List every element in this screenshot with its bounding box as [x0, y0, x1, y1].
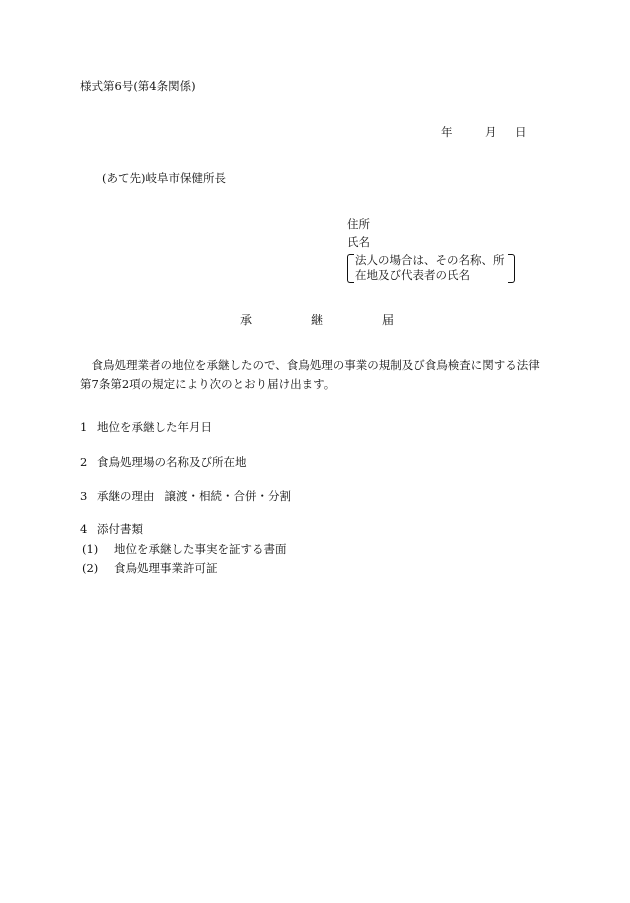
date-day-label: 日: [515, 125, 527, 139]
title-char-2: 継: [311, 313, 324, 327]
item-4-label: 添付書類: [97, 522, 143, 536]
title-char-1: 承: [240, 313, 253, 327]
item-4-number: 4: [80, 522, 88, 536]
date-line: [441, 126, 527, 140]
date-year-label: 年: [441, 125, 453, 139]
item-1-number: 1: [80, 420, 88, 434]
body-line-1: 食鳥処理業者の地位を承継したので、食鳥処理の事業の規制及び食鳥検査に関する法律: [91, 358, 540, 372]
corporate-note-line-2: 在地及び代表者の氏名: [355, 268, 470, 282]
form-number: 様式第6号(第4条関係): [80, 79, 196, 93]
addressee: (あて先)岐阜市保健所長: [102, 171, 226, 185]
left-bracket: [347, 254, 354, 283]
corporate-note-lines: [347, 253, 513, 283]
item-2-number: 2: [80, 455, 88, 469]
corporate-note-line-1: 法人の場合は、その名称、所: [355, 253, 505, 267]
body-text: [80, 356, 550, 394]
applicant-name-label: 氏名: [347, 235, 370, 249]
item-1: [80, 421, 212, 435]
item-1-label: 地位を承継した年月日: [97, 420, 212, 434]
right-bracket: [508, 254, 515, 283]
attachment-2-number: (2): [82, 561, 99, 575]
item-2-label: 食鳥処理場の名称及び所在地: [97, 455, 247, 469]
item-2: [80, 456, 247, 470]
attachment-2-label: 食鳥処理事業許可証: [114, 561, 218, 575]
attachment-1: [82, 543, 287, 557]
attachment-1-number: (1): [82, 542, 99, 556]
applicant-address-label: 住所: [347, 217, 370, 231]
item-3: [80, 490, 291, 504]
document-title: [240, 313, 453, 327]
date-month-label: 月: [485, 125, 497, 139]
item-3-options: 譲渡・相続・合併・分割: [164, 489, 291, 503]
item-4: [80, 523, 143, 537]
attachment-1-label: 地位を承継した事実を証する書面: [114, 542, 287, 556]
item-3-number: 3: [80, 489, 88, 503]
title-char-3: 届: [382, 313, 395, 327]
corporate-note: [347, 253, 513, 283]
body-line-2: 第7条第2項の規定により次のとおり届け出ます。: [80, 377, 336, 391]
attachment-2: [82, 562, 218, 576]
item-3-label: 承継の理由: [97, 489, 155, 503]
